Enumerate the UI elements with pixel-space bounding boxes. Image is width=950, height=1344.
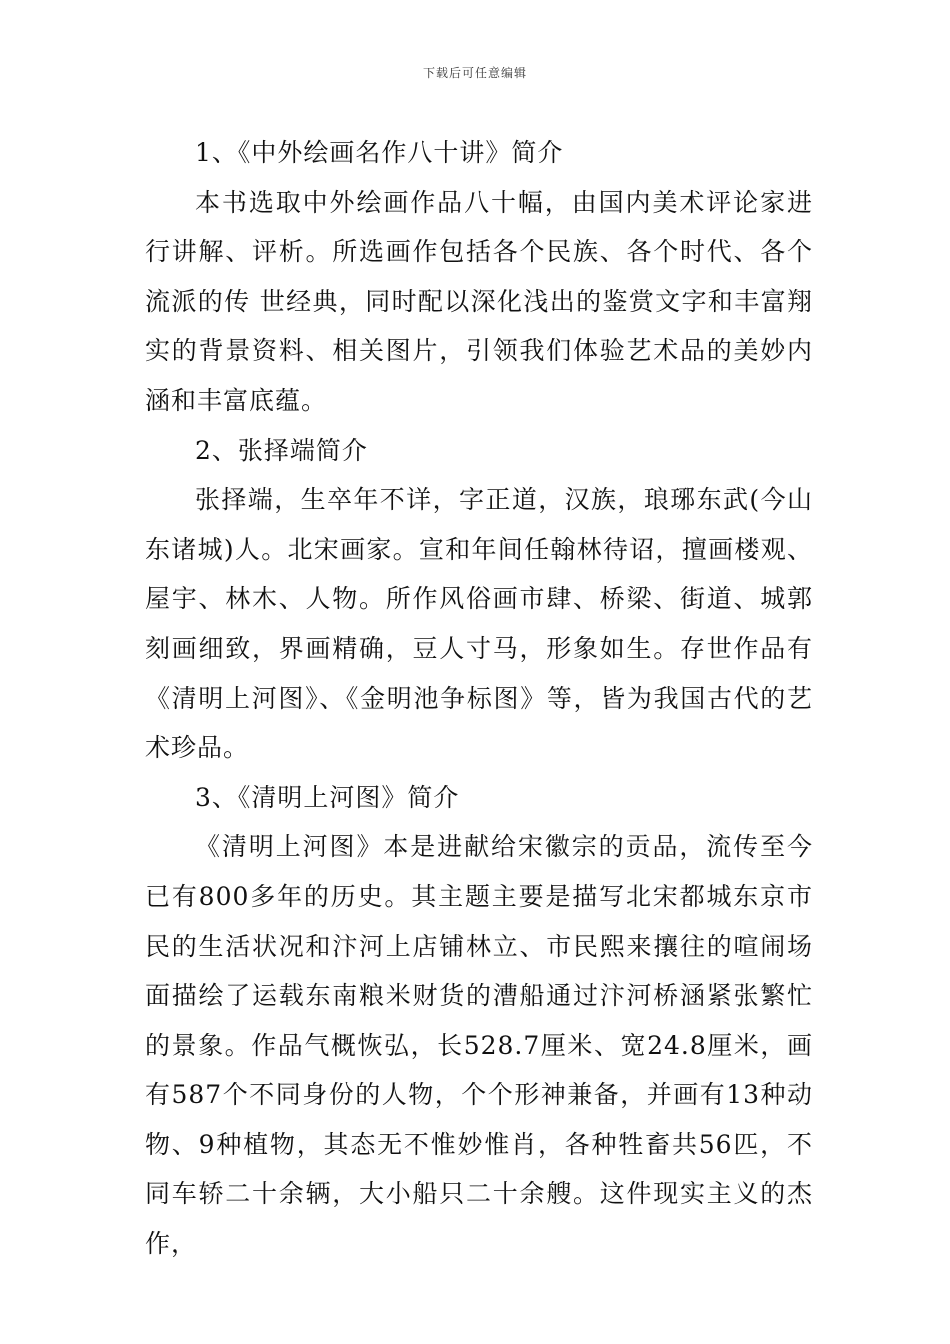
section-heading-3: 3、《清明上河图》简介 xyxy=(195,782,460,812)
section-heading-1: 1、《中外绘画名作八十讲》简介 xyxy=(195,138,564,167)
section-heading-2: 2、张择端简介 xyxy=(195,435,368,465)
paragraph-book-intro: 本书选取中外绘画作品八十幅，由国内美术评论家进行讲解、评析。所选画作包括各个民族、各个时代、各个流派的传 世经典，同时配以深化浅出的鉴赏文字和丰富翔实的背景资料、相关图片，引领我们体验艺术品的美妙内涵和丰富底蕴。 xyxy=(145,187,813,415)
page-header: 下载后可任意编辑 xyxy=(422,66,527,80)
paragraph-artist-intro: 张择端，生卒年不详，字正道，汉族，琅琊东武(今山东诸城)人。北宋画家。宣和年间任翰林待诏，擅画楼观、屋宇、林木、人物。所作风俗画市肆、桥梁、街道、城郭刻画细致，界画精确，豆人寸马，形象如生。存世作品有《清明上河图》、《金明池争标图》等，皆为我国古代的艺术珍品。 xyxy=(145,485,813,763)
paragraph-painting-intro: 《清明上河图》本是进献给宋徽宗的贡品，流传至今已有800多年的历史。其主题主要是描写北宋都城东京市民的生活状况和汴河上店铺林立、市民熙来攘往的喧闹场面描绘了运载东南粮米财货的漕船通过汴河桥涵紧张繁忙的景象。作品气概恢弘，长528.7厘米、宽24.8厘米，画有587个不同身份的人物，个个形神兼备，并画有13种动物、9种植物，其态无不惟妙惟肖，各种牲畜共56匹，不同车轿二十余辆，大小船只二十余艘。这件现实主义的杰作， xyxy=(145,832,813,1259)
document-body xyxy=(145,128,813,1269)
